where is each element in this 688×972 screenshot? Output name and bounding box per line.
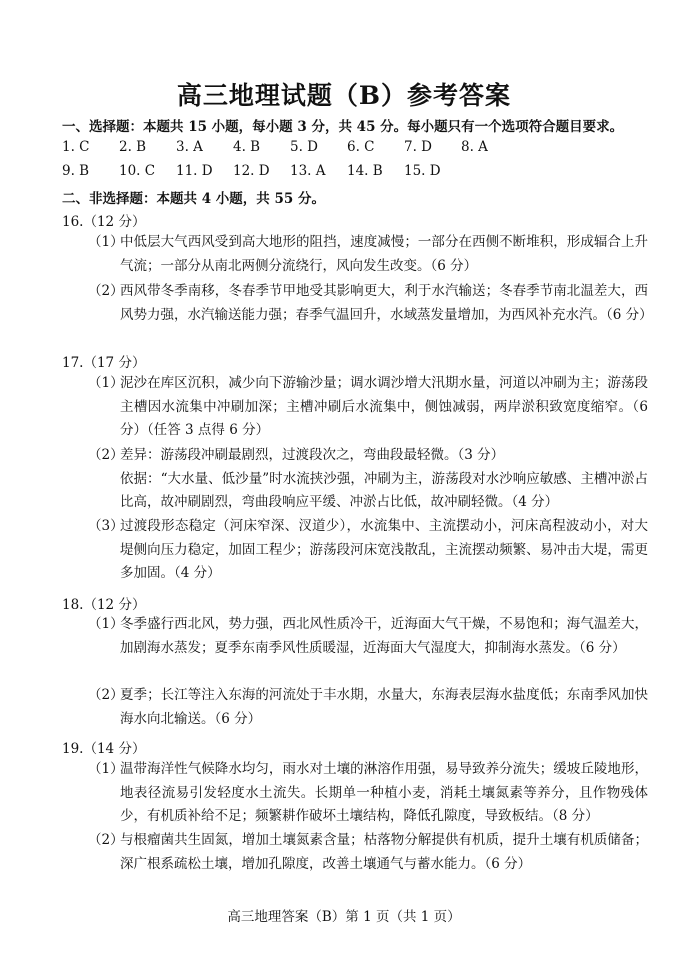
- question-18-part-2: [88, 684, 648, 731]
- answer-13: 13. A: [290, 163, 326, 179]
- part-text: 中低层大气西风受到高大地形的阻挡，速度减慢；一部分在西侧不断堆积，形成辐合上升气流；一部分从南北两侧分流绕行，风向发生改变。（6 分）: [120, 234, 648, 274]
- part-number: （1）: [88, 375, 124, 391]
- section-choice-heading: 一、选择题：本题共 15 小题，每小题 3 分，共 45 分。每小题只有一个选项符合题目要求。: [62, 119, 624, 135]
- question-17-part-3: [88, 515, 648, 586]
- answer-4: 4. B: [233, 139, 261, 155]
- part-text: 冬季盛行西北风，势力强，西北风性质冷干，近海面大气干燥，不易饱和；海气温差大，加剧海水蒸发；夏季东南季风性质暖湿，近海面大气湿度大，抑制海水蒸发。（6 分）: [120, 616, 648, 656]
- question-19-part-2: [88, 829, 648, 876]
- part-number: （2）: [88, 687, 124, 703]
- question-19-part-1: [88, 758, 648, 829]
- answer-6: 6. C: [347, 139, 375, 155]
- part-text: 与根瘤菌共生固氮，增加土壤氮素含量；枯落物分解提供有机质，提升土壤有机质储备；深广根系疏松土壤，增加孔隙度，改善土壤通气与蓄水能力。（6 分）: [120, 832, 648, 872]
- section-nonchoice-heading: 二、非选择题：本题共 4 小题，共 55 分。: [62, 191, 325, 207]
- answer-12: 12. D: [233, 163, 270, 179]
- question-16-part-2: [88, 280, 653, 327]
- answer-2: 2. B: [119, 139, 147, 155]
- part-text: 西风带冬季南移，冬春季节甲地受其影响更大，利于水汽输送；冬春季节南北温差大，西风势力强，水汽输送能力强；春季气温回升，水域蒸发量增加，为西风补充水汽。（6 分）: [120, 283, 653, 323]
- part-number: （2）: [88, 283, 124, 299]
- page-footer: 高三地理答案（B）第 1 页（共 1 页）: [227, 909, 461, 925]
- question-18-part-1: [88, 613, 648, 660]
- answer-1: 1. C: [62, 139, 90, 155]
- part-number: （3）: [88, 518, 124, 534]
- answer-5: 5. D: [290, 139, 318, 155]
- part-number: （1）: [88, 616, 124, 632]
- question-17-part-1: [88, 372, 648, 443]
- answer-row-2: [62, 163, 461, 179]
- answer-3: 3. A: [176, 139, 203, 155]
- part-text: 夏季；长江等注入东海的河流处于丰水期，水量大，东海表层海水盐度低；东南季风加快海水向北输送。（6 分）: [120, 687, 648, 727]
- question-19-head: 19.（14 分）: [62, 741, 146, 757]
- answer-8: 8. A: [461, 139, 488, 155]
- part-text-basis: 依据：“大水量、低沙量”时水流挟沙强，冲刷为主，游荡段对水沙响应敏感、主槽冲淤占比高，故冲刷剧烈，弯曲段响应平缓、冲淤占比低，故冲刷轻微。（4 分）: [120, 470, 648, 511]
- answer-14: 14. B: [347, 163, 383, 179]
- question-16-head: 16.（12 分）: [62, 214, 146, 230]
- page-title: 高三地理试题（B）参考答案: [176, 81, 512, 110]
- answer-7: 7. D: [404, 139, 432, 155]
- answer-9: 9. B: [62, 163, 90, 179]
- question-17-head: 17.（17 分）: [62, 355, 146, 371]
- answer-10: 10. C: [119, 163, 156, 179]
- answer-11: 11. D: [176, 163, 213, 179]
- answer-row-1: [62, 139, 518, 155]
- question-18-head: 18.（12 分）: [62, 597, 146, 613]
- part-text: 泥沙在库区沉积，减少向下游输沙量；调水调沙增大汛期水量，河道以冲刷为主；游荡段主槽因水流集中冲刷加深；主槽冲刷后水流集中，侧蚀减弱，两岸淤积致宽度缩窄。（6 分）（任答 3 点得 6 分）: [120, 375, 648, 439]
- part-number: （2）: [88, 447, 124, 463]
- part-text: 差异：游荡段冲刷最剧烈，过渡段次之，弯曲段最轻微。（3 分）: [120, 447, 505, 463]
- question-16-part-1: [88, 231, 648, 278]
- part-number: （1）: [88, 761, 124, 777]
- question-17-part-2: [88, 444, 648, 515]
- part-text: 过渡段形态稳定（河床窄深、汊道少），水流集中、主流摆动小，河床高程波动小，对大堤侧向压力稳定，加固工程少；游荡段河床宽浅散乱，主流摆动频繁、易冲击大堤，需更多加固。（4 分）: [120, 518, 648, 582]
- part-text: 温带海洋性气候降水均匀，雨水对土壤的淋溶作用强，易导致养分流失；缓坡丘陵地形，地表径流易引发轻度水土流失。长期单一种植小麦，消耗土壤氮素等养分，且作物残体少，有机质补给不足；频繁耕作破坏土壤结构，降低孔隙度，导致板结。（8 分）: [120, 761, 648, 825]
- part-number: （1）: [88, 234, 124, 250]
- part-number: （2）: [88, 832, 124, 848]
- answer-15: 15. D: [404, 163, 441, 179]
